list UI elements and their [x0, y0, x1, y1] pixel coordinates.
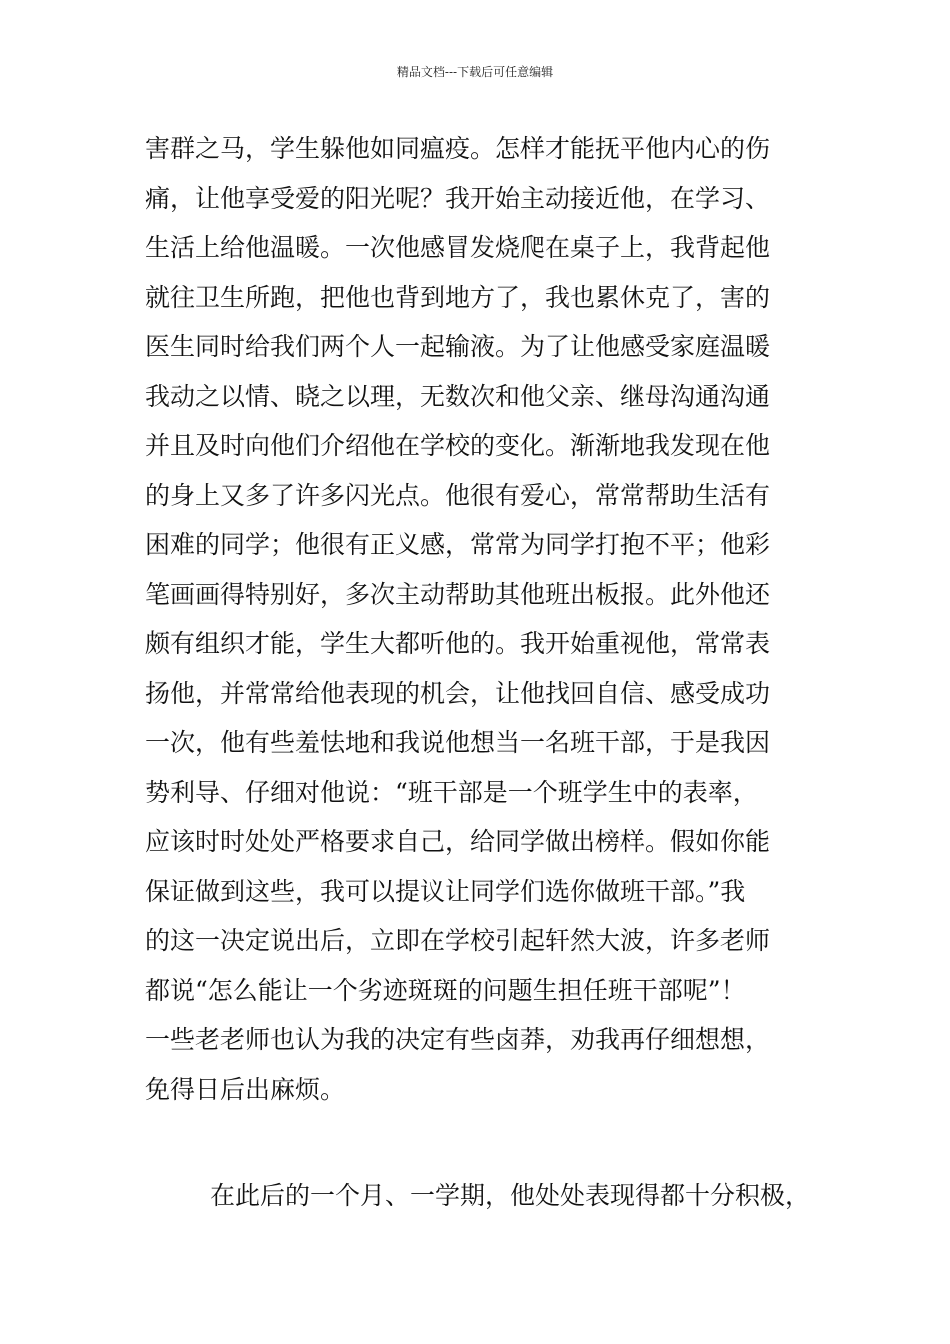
text-line: 都说“怎么能让一个劣迹斑斑的问题生担任班干部呢”！ [145, 975, 746, 1005]
text-line: 扬他，并常常给他表现的机会，让他找回自信、感受成功 [145, 678, 771, 708]
text-line: 的这一决定说出后，立即在学校引起轩然大波，许多老师 [145, 926, 771, 955]
text-line: 困难的同学；他很有正义感，常常为同学打抱不平；他彩 [145, 530, 771, 559]
text-line: 就往卫生所跑，把他也背到地方了，我也累休克了，害的 [145, 282, 771, 312]
text-line: 保证做到这些，我可以提议让同学们选你做班干部。”我 [145, 876, 746, 906]
text-line: 痛，让他享受爱的阳光呢？我开始主动接近他，在学习、 [145, 183, 771, 213]
text-line: 免得日后出麻烦。 [145, 1074, 346, 1104]
text-line: 笔画画得特别好，多次主动帮助其他班出板报。此外他还 [145, 579, 771, 609]
paragraph-1 [145, 124, 865, 1114]
text-line: 势利导、仔细对他说：“班干部是一个班学生中的表率， [145, 777, 758, 807]
text-line: 我动之以情、晓之以理，无数次和他父亲、继母沟通沟通 [145, 381, 771, 411]
text-line: 医生同时给我们两个人一起输液。为了让他感受家庭温暖 [145, 332, 771, 361]
text-line: 一次，他有些羞怯地和我说他想当一名班干部，于是我因 [145, 728, 771, 757]
paragraph-2 [210, 1171, 910, 1221]
text-line: 生活上给他温暖。一次他感冒发烧爬在桌子上，我背起他 [145, 233, 771, 262]
text-line: 并且及时向他们介绍他在学校的变化。渐渐地我发现在他 [145, 431, 771, 460]
text-line: 害群之马，学生躲他如同瘟疫。怎样才能抚平他内心的伤 [145, 134, 771, 163]
text-line: 的身上又多了许多闪光点。他很有爱心，常常帮助生活有 [145, 480, 771, 510]
text-line: 一些老老师也认为我的决定有些卤莽，劝我再仔细想想， [145, 1025, 771, 1054]
text-line: 应该时时处处严格要求自己，给同学做出榜样。假如你能 [145, 827, 771, 856]
page-header: 精品文档---下载后可任意编辑 [396, 65, 554, 79]
text-line: 颇有组织才能，学生大都听他的。我开始重视他，常常表 [145, 629, 771, 658]
text-line: 在此后的一个月、一学期，他处处表现得都十分积极， [210, 1181, 811, 1210]
